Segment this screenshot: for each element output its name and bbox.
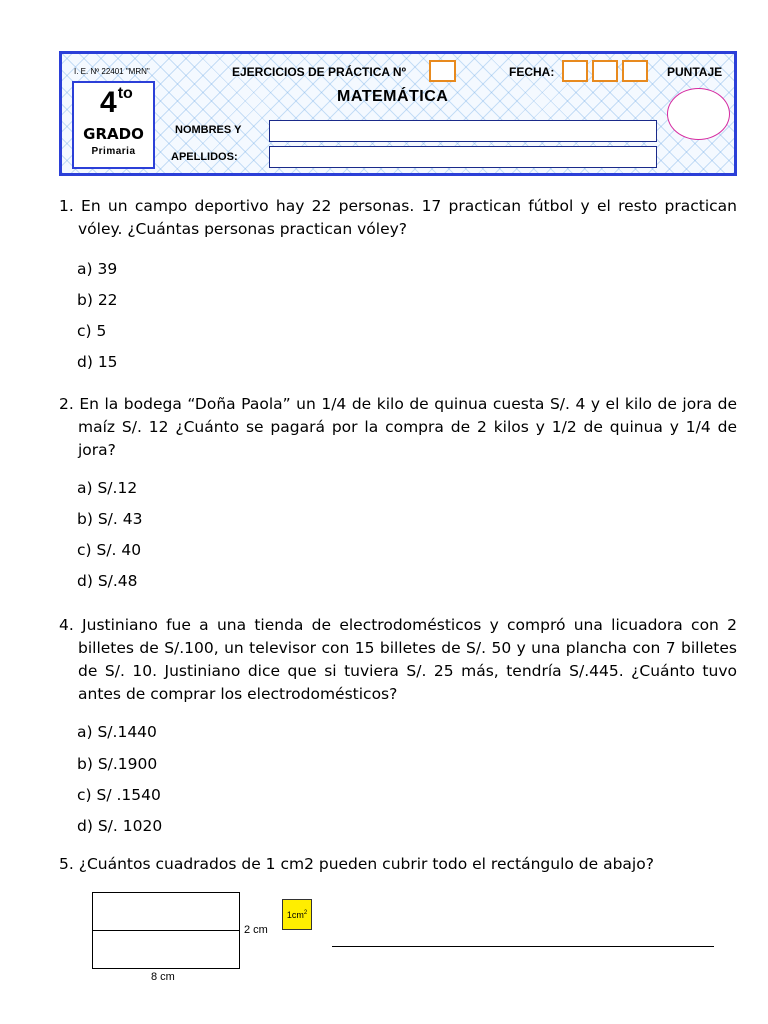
question-2 bbox=[59, 393, 737, 462]
option-d[interactable]: d) S/. 1020 bbox=[77, 817, 163, 835]
grade-number: $4^{to}$ bbox=[100, 85, 133, 119]
option-a[interactable]: a) S/.1440 bbox=[77, 723, 157, 741]
option-c[interactable]: c) S/ .1540 bbox=[77, 786, 161, 804]
rectangle-height-label: 2 cm bbox=[244, 924, 268, 936]
exercise-number-label: EJERCICIOS DE PRÁCTICA Nº bbox=[232, 65, 406, 79]
grade-box bbox=[72, 81, 155, 169]
surnames-label: APELLIDOS: bbox=[171, 151, 238, 163]
score-circle[interactable] bbox=[667, 88, 730, 140]
grade-label: GRADO bbox=[83, 125, 144, 143]
option-b[interactable]: b) S/. 43 bbox=[77, 510, 143, 528]
rectangle-width-label: 8 cm bbox=[151, 971, 175, 983]
date-label: FECHA: bbox=[509, 65, 555, 79]
option-b[interactable]: b) S/.1900 bbox=[77, 755, 158, 773]
question-text: 1. En un campo deportivo hay 22 personas. 17 practican fútbol y el resto practican vóley. ¿Cuántas personas practican vóley? bbox=[59, 197, 737, 238]
date-month-box[interactable] bbox=[592, 60, 618, 82]
rectangle-figure bbox=[92, 892, 240, 969]
surnames-field[interactable] bbox=[269, 146, 657, 168]
school-name: I. E. Nº 22401 "MRN" bbox=[74, 67, 150, 76]
option-d[interactable]: d) S/.48 bbox=[77, 572, 138, 590]
worksheet-header bbox=[59, 51, 737, 176]
option-a[interactable]: a) S/.12 bbox=[77, 479, 138, 497]
date-year-box[interactable] bbox=[622, 60, 648, 82]
option-d[interactable]: d) 15 bbox=[77, 353, 118, 371]
option-b[interactable]: b) 22 bbox=[77, 291, 118, 309]
names-label: NOMBRES Y bbox=[175, 124, 242, 136]
level-label: Primaria bbox=[91, 146, 136, 157]
question-5 bbox=[59, 853, 737, 876]
names-field[interactable] bbox=[269, 120, 657, 142]
exercise-number-box[interactable] bbox=[429, 60, 456, 82]
question-4 bbox=[59, 614, 737, 706]
question-text: 5. ¿Cuántos cuadrados de 1 cm2 pueden cubrir todo el rectángulo de abajo? bbox=[59, 855, 654, 873]
date-day-box[interactable] bbox=[562, 60, 588, 82]
question-text: 2. En la bodega “Doña Paola” un 1/4 de kilo de quinua cuesta S/. 4 y el kilo de jora de maíz S/. 12 ¿Cuánto se pagará por la compra de 2 kilos y 1/2 de quinua y 1/4 de jora? bbox=[59, 395, 737, 459]
unit-square: $1cm^2$ bbox=[282, 899, 312, 930]
option-c[interactable]: c) S/. 40 bbox=[77, 541, 142, 559]
score-label: PUNTAJE bbox=[667, 65, 723, 79]
option-c[interactable]: c) 5 bbox=[77, 322, 107, 340]
question-text: 4. Justiniano fue a una tienda de electrodomésticos y compró una licuadora con 2 billetes de S/.100, un televisor con 15 billetes de S/. 50 y una plancha con 7 billetes de S/. 10. Justiniano dice que si tuviera S/. 25 más, tendría S/.445. ¿Cuánto tuvo antes de comprar los electrodomésticos? bbox=[59, 616, 737, 703]
answer-line[interactable] bbox=[332, 946, 714, 947]
subject-title: MATEMÁTICA bbox=[337, 88, 449, 105]
option-a[interactable]: a) 39 bbox=[77, 260, 118, 278]
rectangle-divider bbox=[93, 930, 239, 931]
question-1 bbox=[59, 195, 737, 241]
